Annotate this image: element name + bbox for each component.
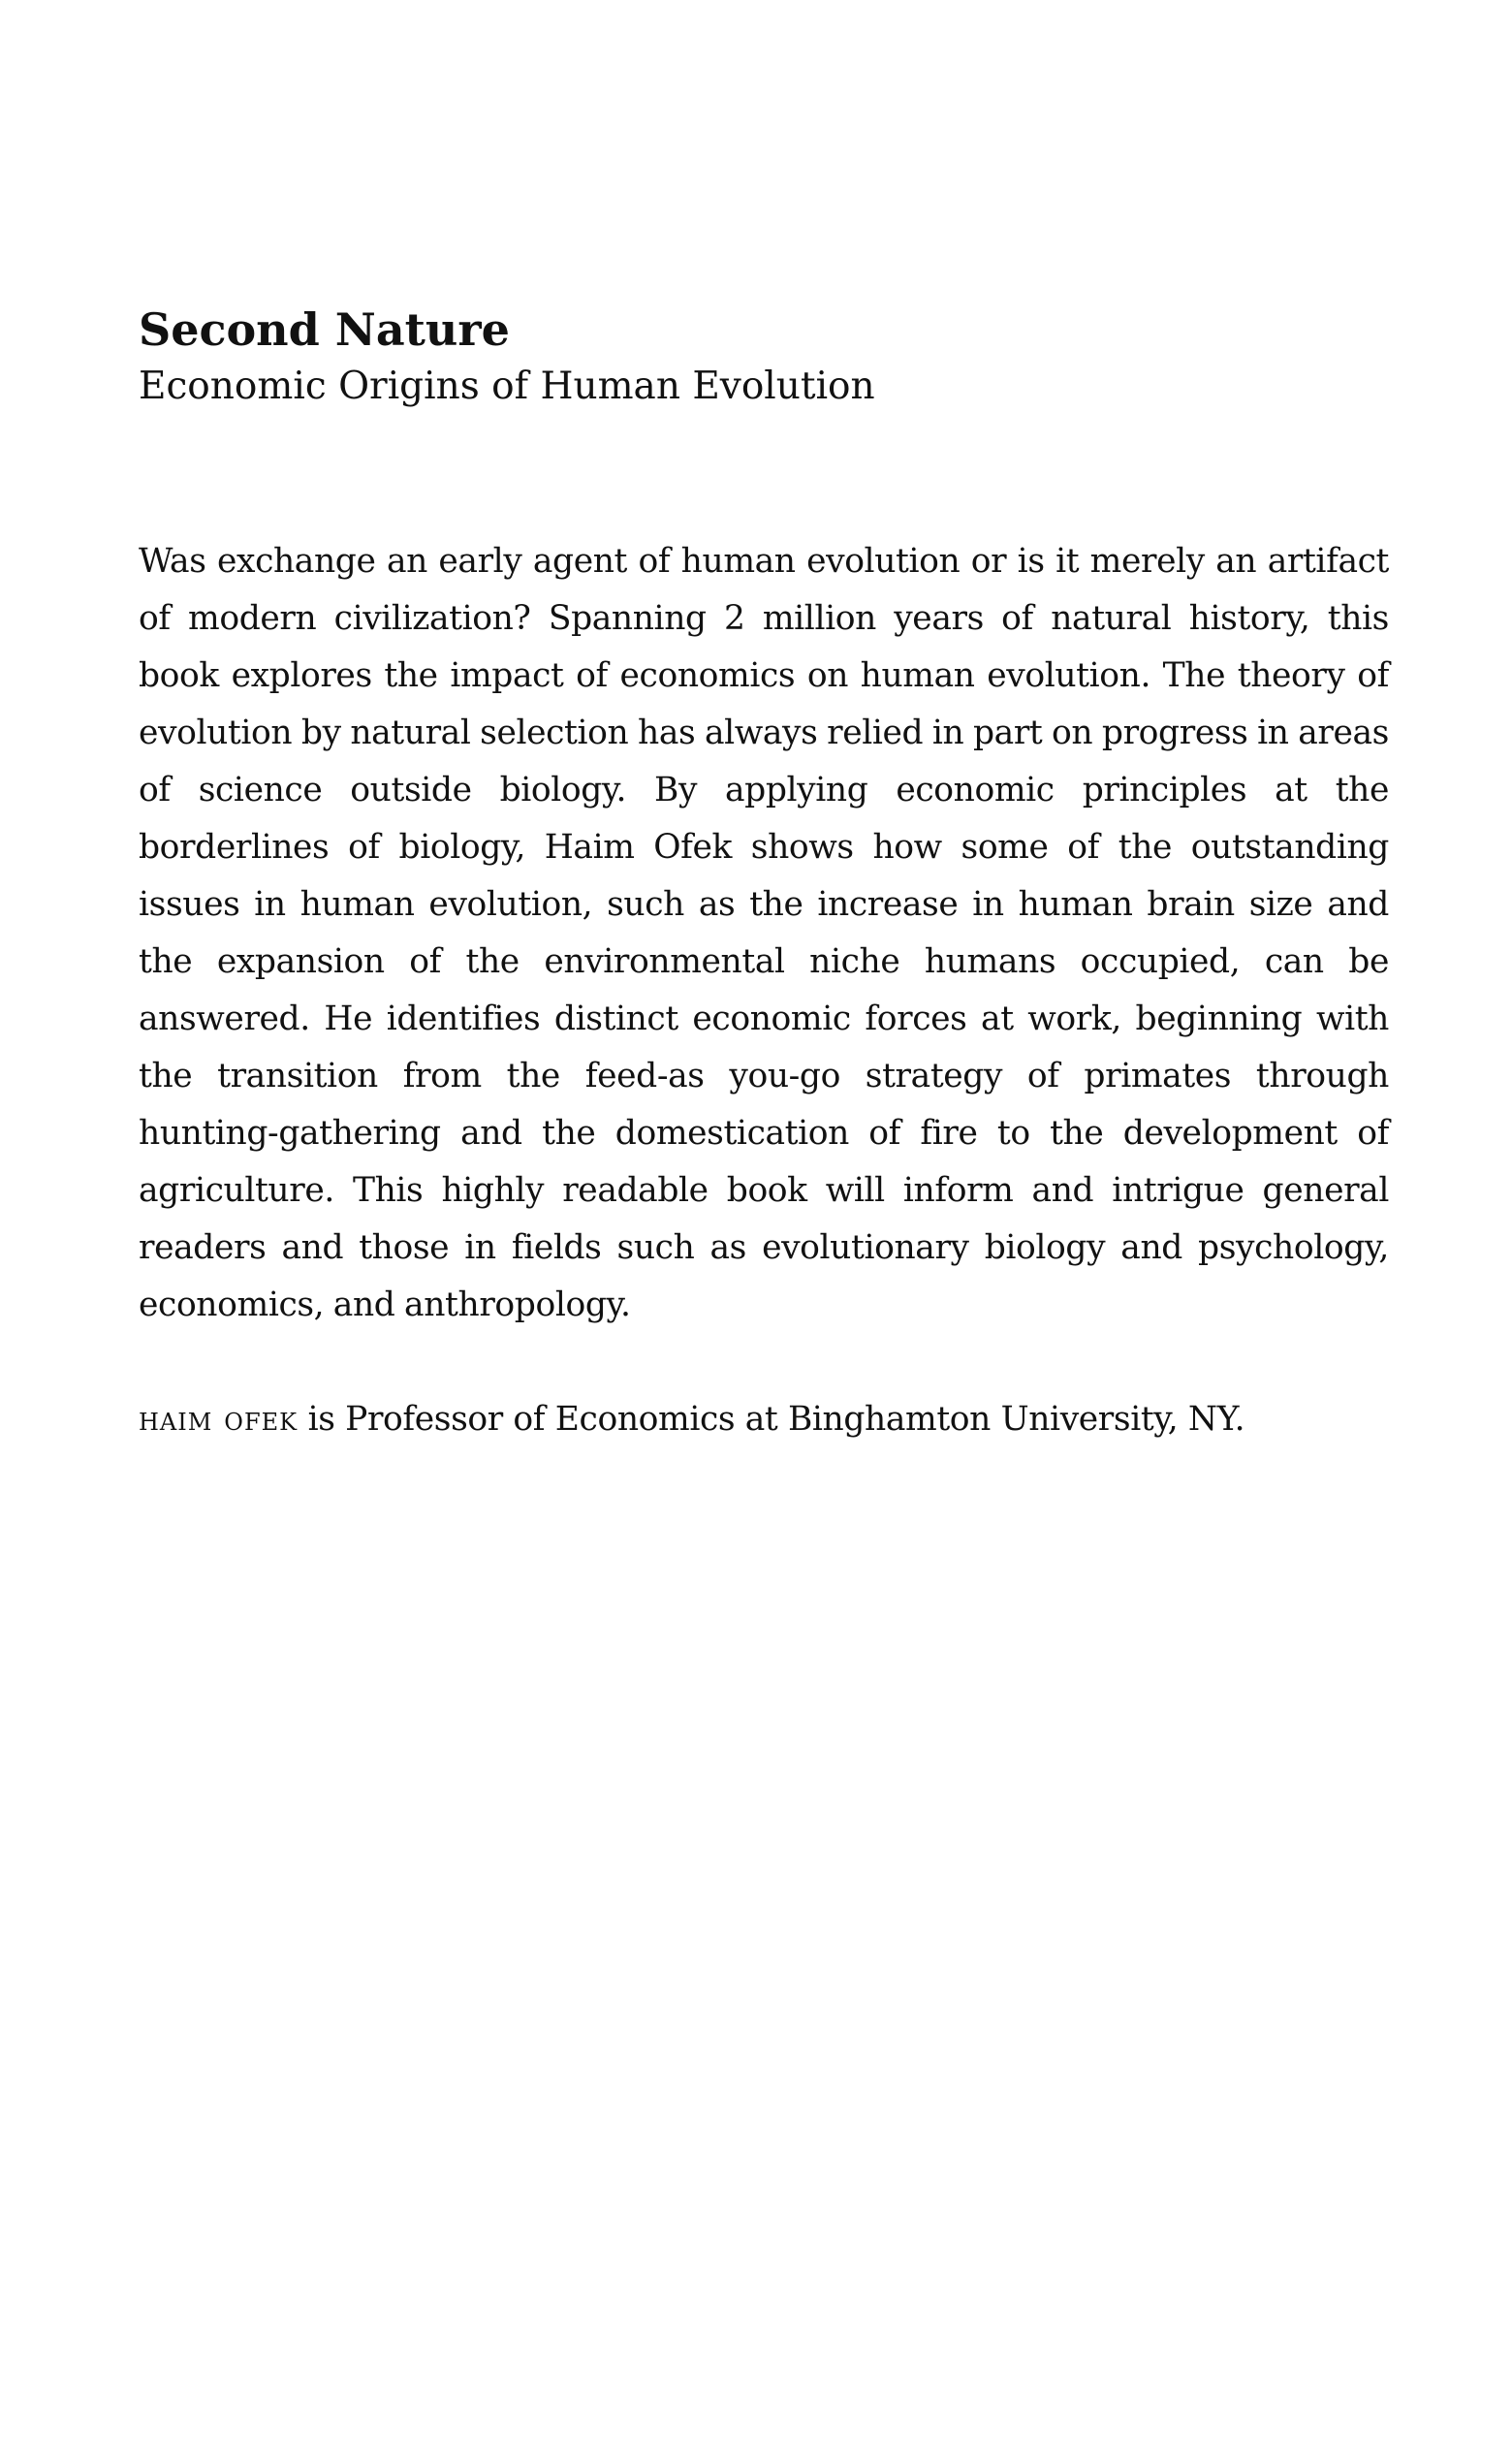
book-title: Second Nature (139, 303, 510, 356)
author-bio-text: is Professor of Economics at Binghamton University, NY. (298, 1400, 1245, 1439)
book-subtitle: Economic Origins of Human Evolution (139, 365, 875, 408)
book-description: Was exchange an early agent of human evolution or is it merely an artifact of modern civilization? Spanning 2 million years of natural history, this book explores the impact of economics on human evolution. The theory of evolution by natural selection has always relied in part on progress in areas of science outside biology. By applying economic principles at the borderlines of biology, Haim Ofek shows how some of the outstanding issues in human evolution, such as the increase in human brain size and the expansion of the environmental niche humans occupied, can be answered. He identifies distinct economic forces at work, beginning with the transition from the feed-as you-go strategy of primates through hunting-gathering and the domestication of fire to the development of agriculture. This highly readable book will inform and intrigue general readers and those in fields such as evolutionary biology and psychology, economics, and anthropology. (139, 542, 1389, 1324)
author-name: haim ofek (139, 1400, 299, 1439)
author-bio (139, 1391, 1389, 1448)
title-block (139, 301, 1389, 415)
